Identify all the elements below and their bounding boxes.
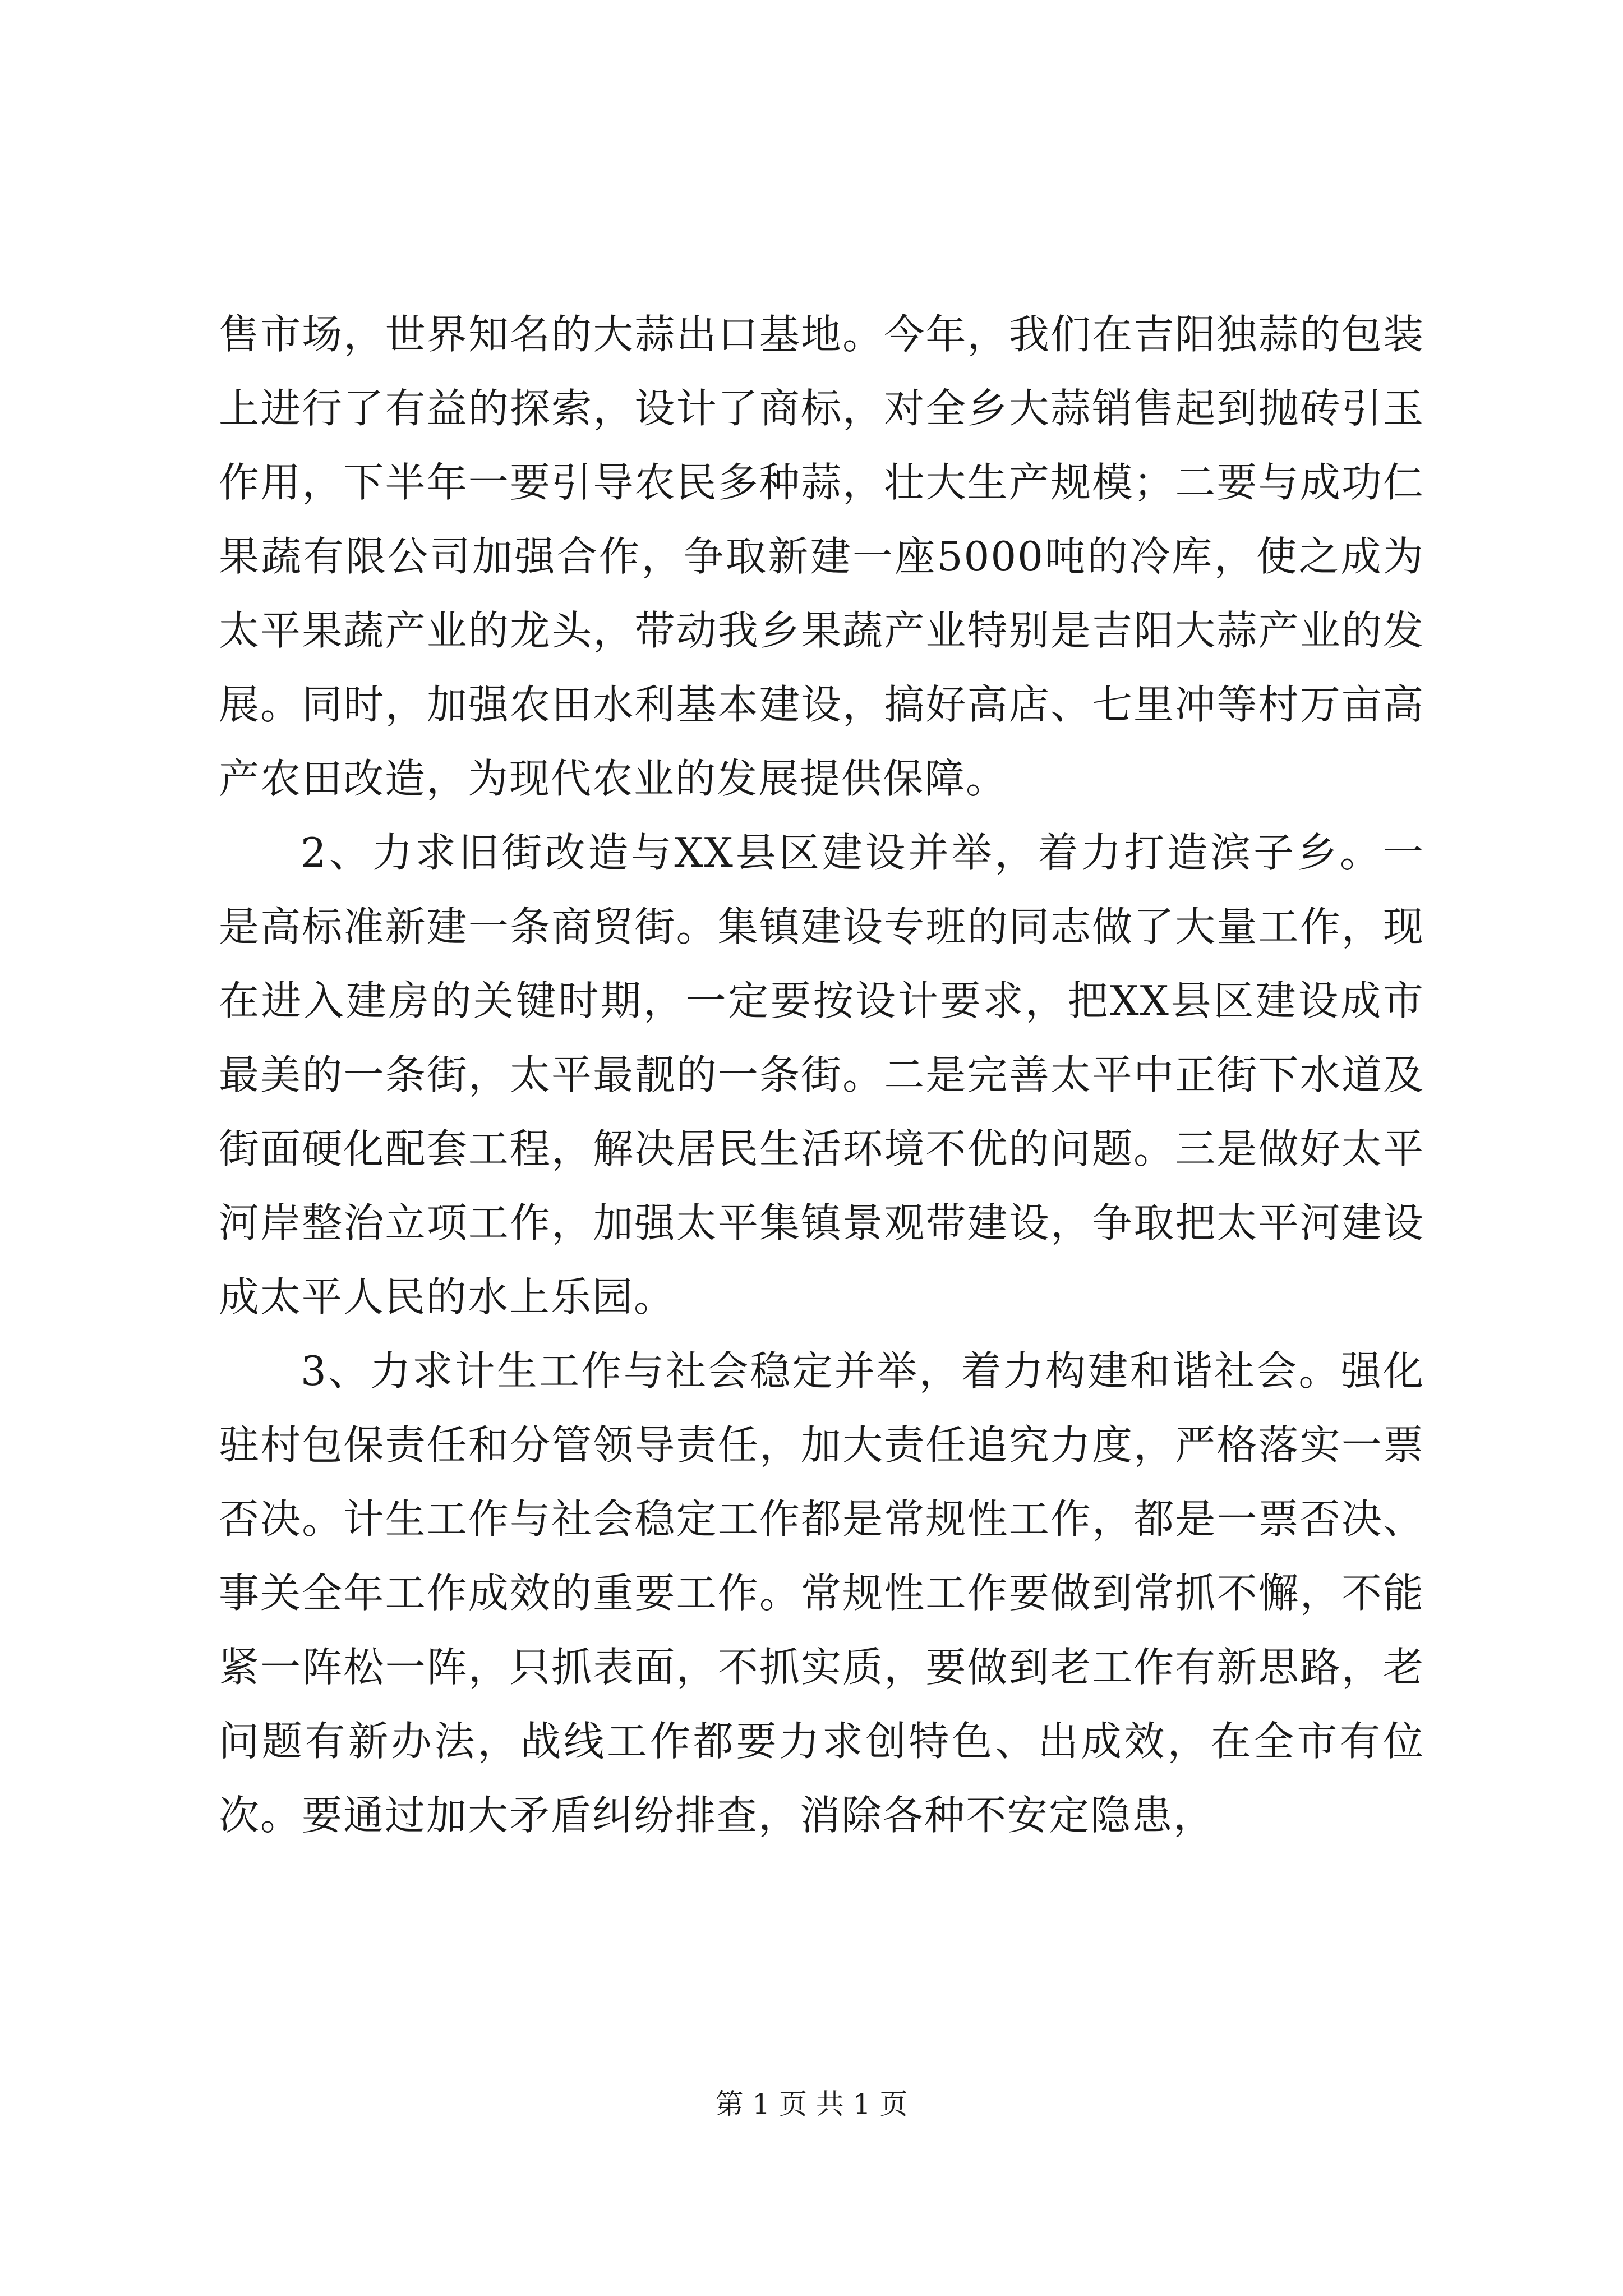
paragraph-continued: 售市场，世界知名的大蒜出口基地。今年，我们在吉阳独蒜的包装上进行了有益的探索，设计了商标，对全乡大蒜销售起到抛砖引玉作用，下半年一要引导农民多种蒜，壮大生产规模；二要与成功仁果蔬有限公司加强合作，争取新建一座5000吨的冷库，使之成为太平果蔬产业的龙头，带动我乡果蔬产业特别是吉阳大蒜产业的发展。同时，加强农田水利基本建设，搞好高店、七里冲等村万亩高产农田改造，为现代农业的发展提供保障。 — [219, 311, 1424, 802]
paragraph-item-3: 3、力求计生工作与社会稳定并举，着力构建和谐社会。强化驻村包保责任和分管领导责任，加大责任追究力度，严格落实一票否决。计生工作与社会稳定工作都是常规性工作，都是一票否决、事关全年工作成效的重要工作。常规性工作要做到常抓不懈，不能紧一阵松一阵，只抓表面，不抓实质，要做到老工作有新思路，老问题有新办法，战线工作都要力求创特色、出成效，在全市有位次。要通过加大矛盾纠纷排查，消除各种不安定隐患， — [219, 1347, 1424, 1839]
page-number-footer: 第 1 页 共 1 页 — [715, 2088, 908, 2120]
document-body — [219, 297, 1424, 1852]
paragraph-item-2: 2、力求旧街改造与XX县区建设并举，着力打造滨子乡。一是高标准新建一条商贸街。集镇建设专班的同志做了大量工作，现在进入建房的关键时期，一定要按设计要求，把XX县区建设成市最美的一条街，太平最靓的一条街。二是完善太平中正街下水道及街面硬化配套工程，解决居民生活环境不优的问题。三是做好太平河岸整治立项工作，加强太平集镇景观带建设，争取把太平河建设成太平人民的水上乐园。 — [219, 829, 1424, 1320]
